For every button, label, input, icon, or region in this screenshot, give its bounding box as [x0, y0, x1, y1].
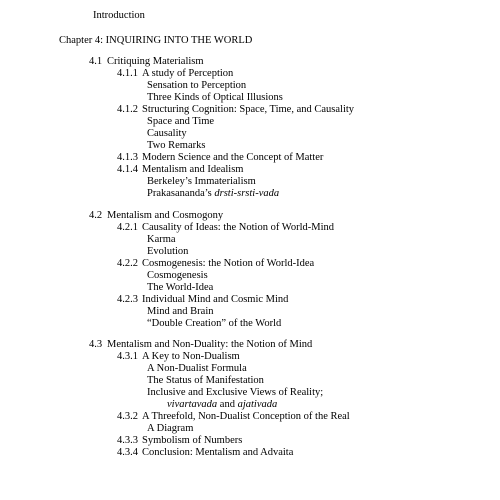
- toc-subsection: [117, 258, 314, 270]
- chapter-heading: Chapter 4: INQUIRING INTO THE WORLD: [59, 35, 253, 46]
- toc-subsection: [117, 104, 354, 116]
- entry-title: Cosmogenesis: the Notion of World-Idea: [142, 258, 315, 269]
- toc-section: [89, 56, 204, 68]
- entry-title: The World-Idea: [147, 282, 214, 293]
- toc-topic: [147, 246, 188, 258]
- toc-topic: [147, 423, 193, 435]
- entry-title: Sensation to Perception: [147, 80, 247, 91]
- section-number: 4.1: [89, 56, 103, 67]
- entry-title: Critiquing Materialism: [107, 56, 204, 67]
- section-number: 4.3.1: [117, 351, 138, 362]
- entry-title: Mind and Brain: [147, 306, 214, 317]
- entry-title: A Non-Dualist Formula: [147, 363, 247, 374]
- italic-term: vivartavada: [167, 399, 218, 410]
- toc-topic: [167, 399, 277, 411]
- toc-section: [89, 339, 312, 351]
- entry-title: Symbolism of Numbers: [142, 435, 243, 446]
- toc-subsection: [117, 351, 240, 363]
- italic-term: drsti-srsti-vada: [214, 188, 280, 199]
- entry-title: Berkeley’s Immaterialism: [147, 176, 256, 187]
- toc-subsection: [117, 68, 233, 80]
- toc-topic: [147, 188, 279, 200]
- entry-title: “Double Creation” of the World: [147, 318, 282, 329]
- section-number: 4.1.2: [117, 104, 138, 115]
- toc-topic: [147, 116, 214, 128]
- toc-section: [89, 210, 223, 222]
- toc-topic: [147, 318, 281, 330]
- section-number: 4.2.1: [117, 222, 138, 233]
- entry-conjunction: and: [217, 399, 238, 410]
- toc-topic: [147, 270, 208, 282]
- section-number: 4.3.4: [117, 447, 138, 458]
- toc-topic: [147, 176, 256, 188]
- section-number: 4.3.2: [117, 411, 138, 422]
- toc-topic: [147, 92, 283, 104]
- entry-title: Mentalism and Non-Duality: the Notion of Mind: [107, 339, 313, 350]
- entry-title: Inclusive and Exclusive Views of Reality;: [147, 387, 324, 398]
- section-number: 4.1.4: [117, 164, 138, 175]
- entry-title: Three Kinds of Optical Illusions: [147, 92, 283, 103]
- toc-subsection: [117, 222, 334, 234]
- entry-title: Individual Mind and Cosmic Mind: [142, 294, 289, 305]
- entry-title: Cosmogenesis: [147, 270, 208, 281]
- toc-topic: [147, 282, 213, 294]
- entry-title: Space and Time: [147, 116, 215, 127]
- toc-topic: [147, 375, 264, 387]
- toc-topic: [147, 128, 187, 140]
- section-number: 4.3.3: [117, 435, 138, 446]
- toc-subsection: [117, 294, 288, 306]
- section-number: 4.1.1: [117, 68, 138, 79]
- entry-title: Modern Science and the Concept of Matter: [142, 152, 324, 163]
- entry-title: Karma: [147, 234, 176, 245]
- toc-topic: [147, 234, 176, 246]
- entry-title: A study of Perception: [142, 68, 234, 79]
- entry-title: A Diagram: [147, 423, 194, 434]
- entry-title: Two Remarks: [147, 140, 206, 151]
- toc-subsection: [117, 152, 323, 164]
- toc-topic: [147, 140, 205, 152]
- entry-title: Causality: [147, 128, 187, 139]
- toc-subsection: [117, 435, 242, 447]
- entry-title: A Threefold, Non-Dualist Conception of the Real: [142, 411, 350, 422]
- entry-title: Causality of Ideas: the Notion of World-Mind: [142, 222, 335, 233]
- entry-title: Mentalism and Idealism: [142, 164, 244, 175]
- entry-title: Prakasananda’s: [147, 188, 215, 199]
- italic-term: ajativada: [237, 399, 278, 410]
- entry-title: The Status of Manifestation: [147, 375, 264, 386]
- entry-title: Mentalism and Cosmogony: [107, 210, 224, 221]
- entry-title: Structuring Cognition: Space, Time, and Causality: [142, 104, 355, 115]
- section-number: 4.3: [89, 339, 103, 350]
- entry-title: Evolution: [147, 246, 189, 257]
- toc-topic: [147, 80, 246, 92]
- toc-subsection: [117, 411, 350, 423]
- entry-title: Conclusion: Mentalism and Advaita: [142, 447, 294, 458]
- section-number: 4.2: [89, 210, 103, 221]
- toc-topic: [147, 387, 323, 399]
- section-number: 4.2.2: [117, 258, 138, 269]
- entry-title: A Key to Non-Dualism: [142, 351, 240, 362]
- toc-subsection: [117, 164, 243, 176]
- toc-topic: [147, 363, 247, 375]
- toc-topic: [147, 306, 214, 318]
- introduction-entry: Introduction: [93, 10, 145, 21]
- section-number: 4.1.3: [117, 152, 138, 163]
- section-number: 4.2.3: [117, 294, 138, 305]
- toc-subsection: [117, 447, 293, 459]
